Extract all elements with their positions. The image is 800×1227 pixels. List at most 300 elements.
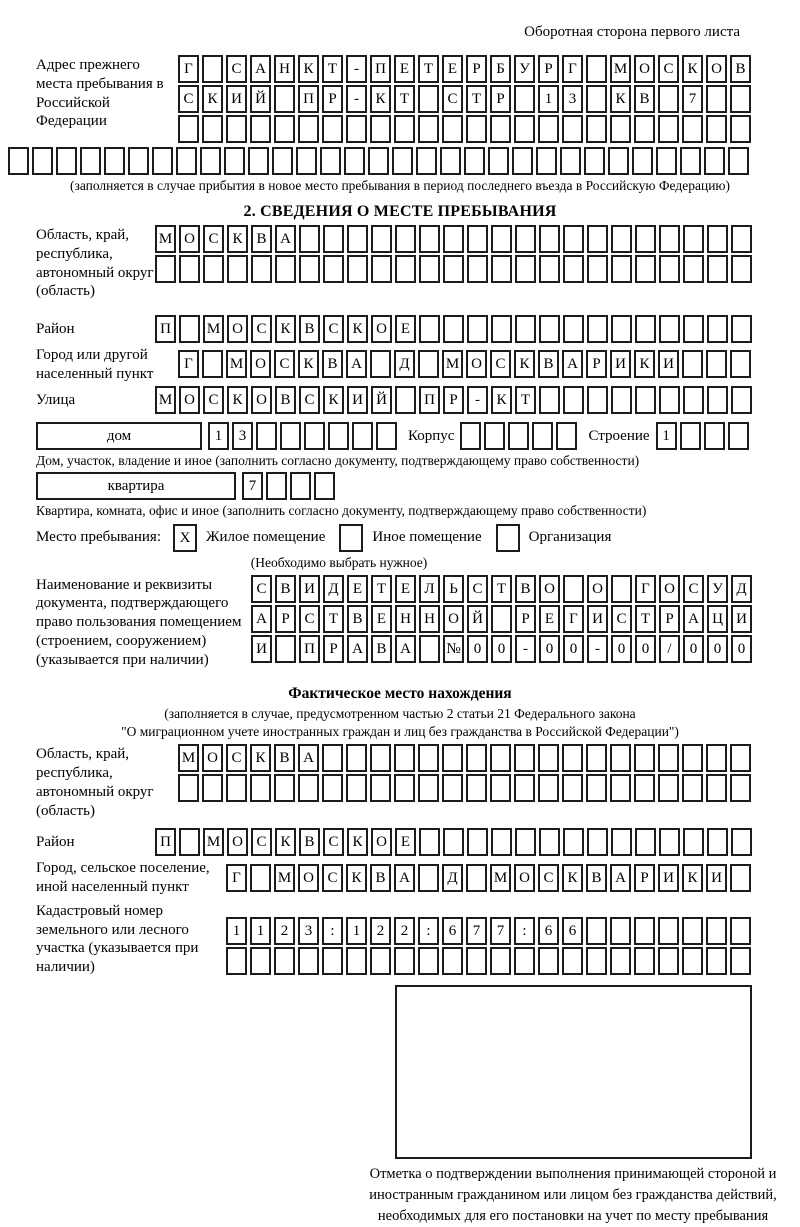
char-cell[interactable] [419, 225, 440, 253]
char-cell[interactable]: Т [491, 575, 512, 603]
char-cell[interactable]: С [322, 864, 343, 892]
char-cell[interactable]: М [226, 350, 247, 378]
char-cell[interactable] [539, 255, 560, 283]
char-cell[interactable] [707, 386, 728, 414]
char-cell[interactable]: В [370, 864, 391, 892]
char-cell[interactable] [322, 744, 343, 772]
char-cell[interactable] [560, 147, 581, 175]
char-cell[interactable]: П [299, 635, 320, 663]
char-cell[interactable]: Е [394, 55, 415, 83]
char-cell[interactable]: Г [226, 864, 247, 892]
char-cell[interactable]: Е [395, 575, 416, 603]
char-cell[interactable]: - [467, 386, 488, 414]
char-cell[interactable]: И [731, 605, 752, 633]
char-cell[interactable]: А [395, 635, 416, 663]
char-cell[interactable]: 1 [250, 917, 271, 945]
char-cell[interactable] [466, 947, 487, 975]
char-cell[interactable] [586, 774, 607, 802]
char-cell[interactable] [178, 774, 199, 802]
char-cell[interactable]: 0 [611, 635, 632, 663]
char-cell[interactable] [515, 255, 536, 283]
char-cell[interactable] [32, 147, 53, 175]
char-cell[interactable] [514, 744, 535, 772]
char-cell[interactable]: Д [442, 864, 463, 892]
char-cell[interactable] [682, 947, 703, 975]
char-cell[interactable]: М [610, 55, 631, 83]
char-cell[interactable] [202, 774, 223, 802]
char-cell[interactable]: У [707, 575, 728, 603]
char-cell[interactable]: Т [322, 55, 343, 83]
char-cell[interactable] [634, 917, 655, 945]
char-cell[interactable]: В [586, 864, 607, 892]
char-cell[interactable] [563, 255, 584, 283]
char-cell[interactable]: Ь [443, 575, 464, 603]
char-cell[interactable] [467, 225, 488, 253]
char-cell[interactable] [707, 255, 728, 283]
char-cell[interactable] [418, 350, 439, 378]
char-cell[interactable] [368, 147, 389, 175]
char-cell[interactable] [491, 225, 512, 253]
char-cell[interactable]: В [322, 350, 343, 378]
char-cell[interactable]: 7 [242, 472, 263, 500]
char-cell[interactable] [179, 255, 200, 283]
char-cell[interactable] [538, 115, 559, 143]
char-cell[interactable] [304, 422, 325, 450]
char-cell[interactable] [346, 744, 367, 772]
char-cell[interactable] [275, 255, 296, 283]
char-cell[interactable]: Й [467, 605, 488, 633]
char-cell[interactable] [587, 225, 608, 253]
char-cell[interactable] [299, 255, 320, 283]
char-cell[interactable] [419, 315, 440, 343]
char-cell[interactable]: И [299, 575, 320, 603]
char-cell[interactable]: Р [323, 635, 344, 663]
char-cell[interactable] [491, 255, 512, 283]
char-cell[interactable]: О [634, 55, 655, 83]
char-cell[interactable] [586, 744, 607, 772]
char-cell[interactable] [658, 744, 679, 772]
char-cell[interactable] [611, 828, 632, 856]
checkbox-organization[interactable] [496, 524, 520, 552]
char-cell[interactable]: 3 [298, 917, 319, 945]
char-cell[interactable] [202, 55, 223, 83]
char-cell[interactable]: С [203, 225, 224, 253]
char-cell[interactable] [275, 635, 296, 663]
char-cell[interactable]: О [443, 605, 464, 633]
char-cell[interactable]: П [419, 386, 440, 414]
char-cell[interactable]: И [658, 350, 679, 378]
char-cell[interactable] [706, 917, 727, 945]
char-cell[interactable] [682, 115, 703, 143]
char-cell[interactable] [418, 947, 439, 975]
char-cell[interactable] [419, 635, 440, 663]
char-cell[interactable] [392, 147, 413, 175]
char-cell[interactable] [320, 147, 341, 175]
char-cell[interactable]: О [202, 744, 223, 772]
char-cell[interactable] [514, 85, 535, 113]
char-cell[interactable]: А [346, 350, 367, 378]
char-cell[interactable] [250, 947, 271, 975]
char-cell[interactable] [155, 255, 176, 283]
char-cell[interactable] [371, 255, 392, 283]
char-cell[interactable]: П [155, 828, 176, 856]
char-cell[interactable] [179, 315, 200, 343]
char-cell[interactable]: К [298, 55, 319, 83]
char-cell[interactable]: Т [635, 605, 656, 633]
char-cell[interactable]: К [250, 744, 271, 772]
char-cell[interactable] [250, 115, 271, 143]
char-cell[interactable]: К [347, 828, 368, 856]
char-cell[interactable]: Р [538, 55, 559, 83]
char-cell[interactable]: К [298, 350, 319, 378]
char-cell[interactable] [322, 947, 343, 975]
char-cell[interactable] [274, 115, 295, 143]
char-cell[interactable]: Е [395, 828, 416, 856]
char-cell[interactable] [683, 225, 704, 253]
char-cell[interactable]: Р [275, 605, 296, 633]
char-cell[interactable] [730, 85, 751, 113]
char-cell[interactable] [347, 255, 368, 283]
char-cell[interactable] [488, 147, 509, 175]
char-cell[interactable] [562, 947, 583, 975]
char-cell[interactable]: О [250, 350, 271, 378]
char-cell[interactable] [634, 774, 655, 802]
char-cell[interactable]: - [587, 635, 608, 663]
char-cell[interactable] [298, 115, 319, 143]
char-cell[interactable] [440, 147, 461, 175]
char-cell[interactable]: О [179, 225, 200, 253]
char-cell[interactable]: : [322, 917, 343, 945]
char-cell[interactable]: Т [418, 55, 439, 83]
char-cell[interactable]: И [226, 85, 247, 113]
char-cell[interactable]: Т [323, 605, 344, 633]
char-cell[interactable]: С [299, 386, 320, 414]
char-cell[interactable]: - [515, 635, 536, 663]
char-cell[interactable] [730, 774, 751, 802]
char-cell[interactable] [586, 115, 607, 143]
char-cell[interactable]: Д [394, 350, 415, 378]
char-cell[interactable]: А [251, 605, 272, 633]
char-cell[interactable]: 1 [538, 85, 559, 113]
char-cell[interactable] [274, 774, 295, 802]
char-cell[interactable] [346, 774, 367, 802]
char-cell[interactable]: 3 [232, 422, 253, 450]
char-cell[interactable]: С [658, 55, 679, 83]
char-cell[interactable]: Р [634, 864, 655, 892]
char-cell[interactable] [274, 947, 295, 975]
char-cell[interactable] [707, 315, 728, 343]
char-cell[interactable] [730, 744, 751, 772]
char-cell[interactable] [658, 774, 679, 802]
char-cell[interactable]: К [346, 864, 367, 892]
char-cell[interactable]: 1 [656, 422, 677, 450]
char-cell[interactable]: Й [371, 386, 392, 414]
char-cell[interactable]: О [179, 386, 200, 414]
char-cell[interactable] [707, 828, 728, 856]
char-cell[interactable] [224, 147, 245, 175]
char-cell[interactable]: 2 [370, 917, 391, 945]
char-cell[interactable]: С [251, 828, 272, 856]
char-cell[interactable]: С [226, 55, 247, 83]
char-cell[interactable]: К [370, 85, 391, 113]
char-cell[interactable] [322, 774, 343, 802]
char-cell[interactable]: О [706, 55, 727, 83]
char-cell[interactable]: А [298, 744, 319, 772]
char-cell[interactable] [370, 115, 391, 143]
char-cell[interactable]: М [178, 744, 199, 772]
char-cell[interactable]: Р [659, 605, 680, 633]
char-cell[interactable]: О [587, 575, 608, 603]
char-cell[interactable]: С [251, 575, 272, 603]
char-cell[interactable]: 2 [394, 917, 415, 945]
char-cell[interactable] [394, 774, 415, 802]
char-cell[interactable] [632, 147, 653, 175]
char-cell[interactable] [562, 115, 583, 143]
char-cell[interactable]: Г [563, 605, 584, 633]
char-cell[interactable]: Г [178, 350, 199, 378]
char-cell[interactable]: М [203, 315, 224, 343]
char-cell[interactable] [658, 115, 679, 143]
char-cell[interactable]: М [155, 225, 176, 253]
char-cell[interactable]: С [299, 605, 320, 633]
char-cell[interactable] [443, 225, 464, 253]
char-cell[interactable] [682, 744, 703, 772]
char-cell[interactable] [395, 225, 416, 253]
char-cell[interactable]: 1 [208, 422, 229, 450]
char-cell[interactable]: 7 [466, 917, 487, 945]
char-cell[interactable] [514, 115, 535, 143]
char-cell[interactable] [611, 315, 632, 343]
char-cell[interactable]: Р [515, 605, 536, 633]
char-cell[interactable] [539, 315, 560, 343]
char-cell[interactable]: А [394, 864, 415, 892]
char-cell[interactable] [352, 422, 373, 450]
char-cell[interactable] [328, 422, 349, 450]
char-cell[interactable] [514, 947, 535, 975]
char-cell[interactable]: В [371, 635, 392, 663]
char-cell[interactable] [226, 774, 247, 802]
char-cell[interactable] [634, 947, 655, 975]
char-cell[interactable]: С [274, 350, 295, 378]
char-cell[interactable]: № [443, 635, 464, 663]
char-cell[interactable]: О [659, 575, 680, 603]
char-cell[interactable]: 0 [635, 635, 656, 663]
char-cell[interactable]: К [682, 55, 703, 83]
char-cell[interactable]: К [610, 85, 631, 113]
char-cell[interactable]: К [275, 315, 296, 343]
char-cell[interactable]: / [659, 635, 680, 663]
char-cell[interactable] [515, 315, 536, 343]
char-cell[interactable] [104, 147, 125, 175]
char-cell[interactable]: В [275, 386, 296, 414]
char-cell[interactable] [610, 774, 631, 802]
char-cell[interactable] [659, 828, 680, 856]
char-cell[interactable]: К [491, 386, 512, 414]
char-cell[interactable] [344, 147, 365, 175]
char-cell[interactable] [731, 386, 752, 414]
char-cell[interactable] [683, 386, 704, 414]
char-cell[interactable] [370, 350, 391, 378]
char-cell[interactable] [586, 917, 607, 945]
char-cell[interactable] [730, 864, 751, 892]
char-cell[interactable] [635, 315, 656, 343]
char-cell[interactable]: В [347, 605, 368, 633]
char-cell[interactable]: 2 [274, 917, 295, 945]
char-cell[interactable]: : [418, 917, 439, 945]
char-cell[interactable] [250, 774, 271, 802]
char-cell[interactable]: Г [178, 55, 199, 83]
char-cell[interactable] [730, 115, 751, 143]
char-cell[interactable]: С [226, 744, 247, 772]
char-cell[interactable] [443, 255, 464, 283]
char-cell[interactable] [298, 774, 319, 802]
char-cell[interactable] [491, 315, 512, 343]
char-cell[interactable] [179, 828, 200, 856]
char-cell[interactable] [610, 917, 631, 945]
char-cell[interactable] [490, 744, 511, 772]
char-cell[interactable]: О [251, 386, 272, 414]
char-cell[interactable] [728, 422, 749, 450]
char-cell[interactable]: А [562, 350, 583, 378]
char-cell[interactable] [176, 147, 197, 175]
char-cell[interactable]: Л [419, 575, 440, 603]
char-cell[interactable] [658, 85, 679, 113]
char-cell[interactable] [584, 147, 605, 175]
char-cell[interactable]: О [466, 350, 487, 378]
char-cell[interactable]: В [275, 575, 296, 603]
char-cell[interactable] [418, 864, 439, 892]
char-cell[interactable] [490, 115, 511, 143]
char-cell[interactable] [563, 386, 584, 414]
char-cell[interactable]: 0 [731, 635, 752, 663]
char-cell[interactable]: Е [539, 605, 560, 633]
char-cell[interactable]: Т [371, 575, 392, 603]
checkbox-other-premises[interactable] [339, 524, 363, 552]
char-cell[interactable] [370, 947, 391, 975]
char-cell[interactable] [538, 744, 559, 772]
char-cell[interactable] [656, 147, 677, 175]
char-cell[interactable]: Р [443, 386, 464, 414]
char-cell[interactable]: У [514, 55, 535, 83]
char-cell[interactable]: С [683, 575, 704, 603]
char-cell[interactable] [298, 947, 319, 975]
char-cell[interactable]: Н [419, 605, 440, 633]
char-cell[interactable] [536, 147, 557, 175]
char-cell[interactable] [467, 315, 488, 343]
char-cell[interactable] [226, 947, 247, 975]
char-cell[interactable] [418, 85, 439, 113]
char-cell[interactable]: Т [515, 386, 536, 414]
char-cell[interactable]: Д [731, 575, 752, 603]
char-cell[interactable]: В [299, 315, 320, 343]
char-cell[interactable] [563, 225, 584, 253]
char-cell[interactable]: Е [442, 55, 463, 83]
char-cell[interactable] [562, 774, 583, 802]
char-cell[interactable]: О [371, 828, 392, 856]
char-cell[interactable] [611, 225, 632, 253]
char-cell[interactable]: 6 [442, 917, 463, 945]
char-cell[interactable] [466, 774, 487, 802]
char-cell[interactable] [634, 744, 655, 772]
char-cell[interactable] [256, 422, 277, 450]
char-cell[interactable]: 7 [682, 85, 703, 113]
char-cell[interactable] [532, 422, 553, 450]
char-cell[interactable]: С [178, 85, 199, 113]
char-cell[interactable] [467, 828, 488, 856]
char-cell[interactable]: О [227, 828, 248, 856]
char-cell[interactable] [683, 255, 704, 283]
char-cell[interactable] [658, 947, 679, 975]
char-cell[interactable] [322, 115, 343, 143]
char-cell[interactable]: К [202, 85, 223, 113]
char-cell[interactable] [418, 744, 439, 772]
char-cell[interactable] [490, 774, 511, 802]
char-cell[interactable]: К [347, 315, 368, 343]
char-cell[interactable] [80, 147, 101, 175]
char-cell[interactable] [659, 225, 680, 253]
char-cell[interactable]: И [610, 350, 631, 378]
char-cell[interactable] [611, 575, 632, 603]
char-cell[interactable] [658, 917, 679, 945]
char-cell[interactable]: Г [562, 55, 583, 83]
char-cell[interactable]: В [515, 575, 536, 603]
char-cell[interactable] [515, 225, 536, 253]
char-cell[interactable]: К [275, 828, 296, 856]
char-cell[interactable] [323, 255, 344, 283]
char-cell[interactable] [731, 828, 752, 856]
char-cell[interactable] [442, 115, 463, 143]
char-cell[interactable] [443, 828, 464, 856]
char-cell[interactable]: А [683, 605, 704, 633]
char-cell[interactable]: 0 [539, 635, 560, 663]
char-cell[interactable]: К [323, 386, 344, 414]
char-cell[interactable] [611, 386, 632, 414]
char-cell[interactable]: 0 [683, 635, 704, 663]
char-cell[interactable] [314, 472, 335, 500]
char-cell[interactable] [394, 947, 415, 975]
char-cell[interactable]: С [251, 315, 272, 343]
char-cell[interactable] [323, 225, 344, 253]
char-cell[interactable]: Н [274, 55, 295, 83]
char-cell[interactable]: Е [371, 605, 392, 633]
char-cell[interactable]: М [490, 864, 511, 892]
char-cell[interactable]: 3 [562, 85, 583, 113]
char-cell[interactable] [8, 147, 29, 175]
char-cell[interactable] [464, 147, 485, 175]
char-cell[interactable] [394, 744, 415, 772]
char-cell[interactable]: И [658, 864, 679, 892]
char-cell[interactable] [659, 255, 680, 283]
char-cell[interactable] [484, 422, 505, 450]
char-cell[interactable] [56, 147, 77, 175]
char-cell[interactable]: С [323, 315, 344, 343]
char-cell[interactable] [418, 774, 439, 802]
char-cell[interactable] [178, 115, 199, 143]
char-cell[interactable] [250, 864, 271, 892]
char-cell[interactable] [586, 947, 607, 975]
char-cell[interactable]: М [155, 386, 176, 414]
char-cell[interactable] [274, 85, 295, 113]
char-cell[interactable] [514, 774, 535, 802]
char-cell[interactable] [587, 315, 608, 343]
char-cell[interactable]: Й [250, 85, 271, 113]
char-cell[interactable] [635, 386, 656, 414]
char-cell[interactable]: 6 [562, 917, 583, 945]
char-cell[interactable]: С [467, 575, 488, 603]
char-cell[interactable]: 1 [346, 917, 367, 945]
char-cell[interactable]: С [323, 828, 344, 856]
char-cell[interactable] [419, 828, 440, 856]
